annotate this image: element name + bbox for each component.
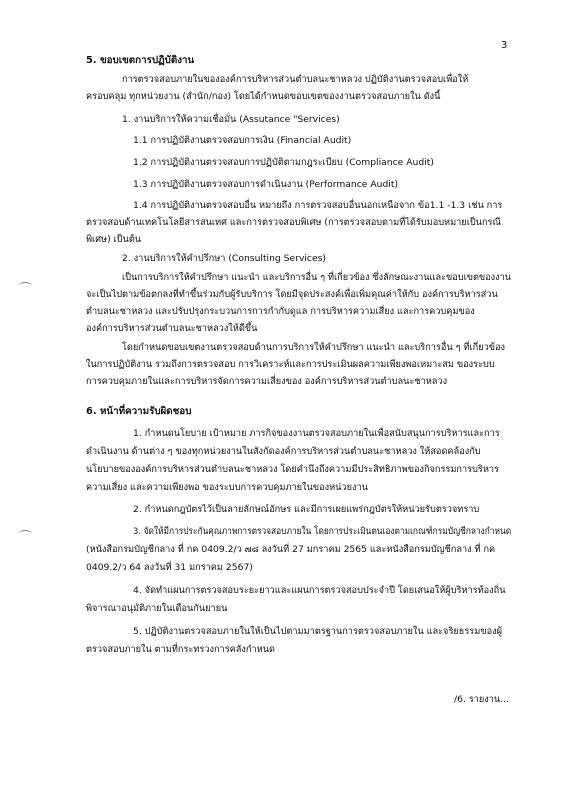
assurance-services-item: 1. งานบริการให้ความเชื่อมั่น (Assutance "Services) xyxy=(122,114,340,125)
scope-desc-line: การควบคุมภายในและการบริหารจัดการความเสี่ยงของ องค์การบริหารส่วนตำบลนะชาหลวง xyxy=(86,376,448,387)
duty-item-4-line: พิจารณาอนุมัติภายในเดือนกันยายน xyxy=(86,603,228,614)
audit-item-1-4-line: พิเศษ) เป็นต้น xyxy=(86,234,142,245)
scope-desc-line: โดยกำหนดขอบเขตงานตรวจสอบด้านการบริการให้คำปรึกษา แนะนำ และบริการอื่น ๆ ที่เกี่ยวข้อง xyxy=(122,342,506,353)
duty-item-3-line: 3. จัดให้มีการประกันคุณภาพการตรวจสอบภายใน โดยการประเมินตนเองตามเกณฑ์กรมบัญชีกลางกำหนด xyxy=(133,526,512,537)
audit-item: 1.3 การปฏิบัติงานตรวจสอบการดำเนินงาน (Performance Audit) xyxy=(133,179,399,190)
duty-item-1-line: ดำเนินงาน ด้านต่าง ๆ ของทุกหน่วยงานในสังกัดองค์การบริหารส่วนตำบลนะชาหลวง ให้สอดคล้องกับ xyxy=(86,446,481,457)
duty-item-4-line: 4. จัดทำแผนการตรวจสอบระยะยาวและแผนการตรวจสอบประจำปี โดยเสนอให้ผู้บริหารท้องถิ่น xyxy=(133,585,506,596)
consulting-services-item: 2. งานบริการให้คำปรึกษา (Consulting Services) xyxy=(122,253,327,264)
section5-intro-line: ครอบคลุม ทุกหน่วยงาน (สำนัก/กอง) โดยได้กำหนดขอบเขตของงานตรวจสอบภายใน ดังนี้ xyxy=(86,91,441,102)
punch-hole-mark-bottom xyxy=(18,530,32,539)
punch-hole-mark-top xyxy=(18,282,32,291)
duty-item-1-line: 1. กำหนดนโยบาย เป้าหมาย ภารกิจของงานตรวจสอบภายในเพื่อสนับสนุนการบริหารและการ xyxy=(133,428,500,439)
page-number: 3 xyxy=(501,40,508,51)
continuation-note: /6. รายงาน... xyxy=(454,694,509,705)
consulting-desc-line: เป็นการบริการให้คำปรึกษา แนะนำ และบริการอื่น ๆ ที่เกี่ยวข้อง ซึ่งลักษณะงานและขอบเขตของงาน xyxy=(122,272,512,283)
audit-item-1-4-line: 1.4 การปฏิบัติงานตรวจสอบอื่น หมายถึง การตรวจสอบอื่นนอกเหนือจาก ข้อ1.1 -1.3 เช่น การ xyxy=(133,200,503,211)
consulting-desc-line: จะเป็นไปตามข้อตกลงที่ทำขึ้นร่วมกับผู้รับบริการ โดยมีจุดประสงค์เพื่อเพิ่มคุณค่าให้กับ องค์การบริหารส่วน xyxy=(86,289,498,300)
duty-item-2: 2. กำหนดกฎบัตรไว้เป็นลายลักษณ์อักษร และมีการเผยแพร่กฎบัตรให้หน่วยรับตรวจทราบ xyxy=(133,504,480,515)
duty-item-1-line: ความเสี่ยง และความเพียงพอ ของระบบการควบคุมภายในของหน่วยงาน xyxy=(86,482,368,493)
consulting-desc-line: ตำบลนะชาหลวง และปรับปรุงกระบวนการการกำกับดูแล การบริหารความเสี่ยง และการควบคุมของ xyxy=(86,306,475,317)
section5-intro-line: การตรวจสอบภายในขององค์การบริหารส่วนตำบลนะชาหลวง ปฏิบัติงานตรวจสอบเพื่อให้ xyxy=(122,74,469,85)
duty-item-5-line: 5. ปฏิบัติงานตรวจสอบภายในให้เป็นไปตามมาตรฐานการตรวจสอบภายใน และจริยธรรมของผู้ xyxy=(133,626,502,637)
section5-heading: 5. ขอบเขตการปฏิบัติงาน xyxy=(86,55,195,66)
duty-item-1-line: นโยบายขององค์การบริหารส่วนตำบลนะชาหลวง โดยคำนึงถึงความมีประสิทธิภาพของกิจกรรมการบริหาร xyxy=(86,464,499,475)
duty-item-3-line: (หนังสือกรมบัญชีกลาง ที่ กค 0409.2/ว ๗๘ ลงวันที่ 27 มกราคม 2565 และหนังสือกรมบัญชีกลาง ที่ กค xyxy=(86,544,496,555)
duty-item-5-line: ตรวจสอบภายใน ตามที่กระทรวงการคลังกำหนด xyxy=(86,644,275,655)
audit-item-1-4-line: ตรวจสอบด้านเทคโนโลยีสารสนเทศ และการตรวจสอบพิเศษ (การตรวจสอบตามที่ได้รับมอบหมายเป็นกรณี xyxy=(86,217,501,228)
duty-item-3-line: 0409.2/ว 64 ลงวันที่ 31 มกราคม 2567) xyxy=(86,562,253,573)
audit-item: 1.1 การปฏิบัติงานตรวจสอบการเงิน (Financial Audit) xyxy=(133,135,352,146)
scope-desc-line: ในการปฏิบัติงาน รวมถึงการตรวจสอบ การวิเคราะห์และการประเมินผลความเพียงพอเหมาะสม ของระบบ xyxy=(86,359,495,370)
audit-item: 1.2 การปฏิบัติงานตรวจสอบการปฏิบัติตามกฎระเบียบ (Compliance Audit) xyxy=(133,157,434,168)
section6-heading: 6. หน้าที่ความรับผิดชอบ xyxy=(86,406,192,417)
consulting-desc-line: องค์การบริหารส่วนตำบลนะชาหลวงให้ดีขึ้น xyxy=(86,323,258,334)
